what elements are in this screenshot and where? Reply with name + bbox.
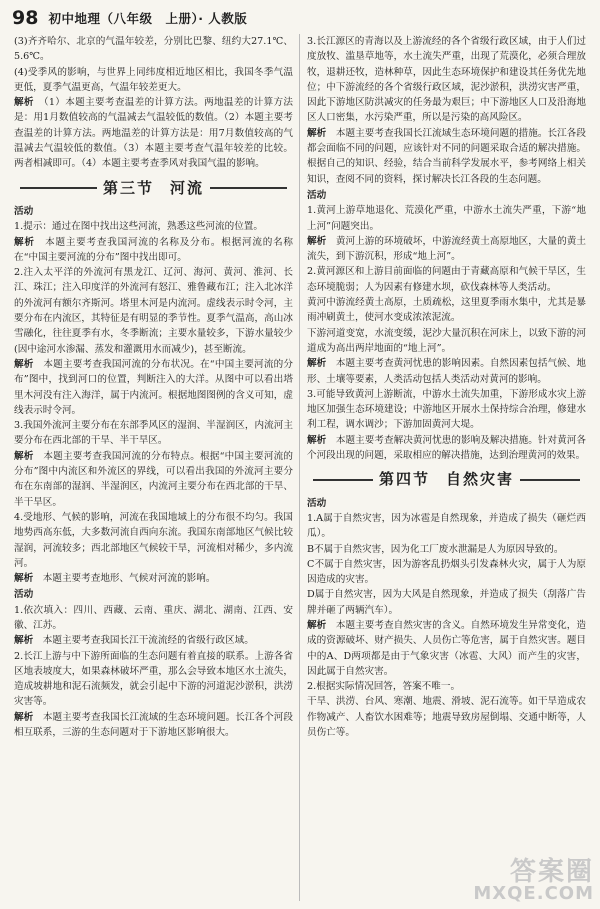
- answer-paragraph: 2.注入太平洋的外流河有黑龙江、辽河、海河、黄河、淮河、长江、珠江；注入印度洋的外流河有怒江、雅鲁藏布江；注入北冰洋的外流河有额尔齐斯河。塔里木河是内流河。虚线表示时令河，主要分布在内流区，其特征是有明显的季节性。夏季气温高，高山冰雪融化，往往夏季有水，冬季断流；主要水量较多，下游水量较少(因中途河水渗漏、蒸发和灌溉用水而减少)，甚至断流。: [14, 267, 293, 355]
- book-title: 初中地理（八年级 上册）· 人教版: [48, 11, 248, 26]
- heading-rule: [20, 187, 97, 189]
- explanation-text: 黄河上游的环境破坏，中游流经黄土高原地区，大量的黄土流失，到下游沉积，形成“地上河”。: [307, 235, 586, 263]
- explanation-text: 本题主要考查自然灾害的含义。自然环境发生异常变化，造成的资源破坏、财产损失、人员伤亡等危害，属于自然灾害。题目中的A、D两项都是由于气象灾害（冰雹、大风）而产生的灾害，因此属于自然灾害。: [307, 619, 586, 677]
- answer-paragraph: 2.黄河源区和上游目前面临的问题由于青藏高原和气候干旱区，生态环境脆弱；人为因素有修建水坝，砍伐森林等人类活动。: [307, 266, 586, 293]
- explanation-text: 本题主要考查我国长江流域生态环境问题的措施。长江各段都会面临不同的问题，应该针对不同的问题采取合适的解决措施。根据自己的知识、经验，结合当前科学发展水平，参考网络上相关知识，查阅不同的资料，探讨解决长江各段的生态问题。: [307, 127, 586, 185]
- explanation-paragraph: [307, 356, 586, 387]
- answer-paragraph: 黄河中游流经黄土高原，土质疏松，这里夏季雨水集中，尤其是暴雨冲刷黄土，使河水变成浓浓泥流。: [307, 297, 586, 324]
- explanation-text: 本题主要考查我国河流的名称及分布。根据河流的名称在“中国主要河流的分布”图中找出即可。: [14, 236, 294, 263]
- explanation-paragraph: [14, 95, 293, 171]
- answer-paragraph: 1.依次填入：四川、西藏、云南、重庆、湖北、湖南、江西、安徽、江苏。: [14, 604, 293, 631]
- answer-paragraph: 1.提示：通过在图中找出这些河流，熟悉这些河流的位置。: [14, 221, 263, 233]
- heading-rule: [313, 479, 373, 481]
- explanation-text: 本题主要考查我国长江流域的生态环境问题。长江各个河段相互联系，三游的生态问题对于下游地区影响很大。: [14, 711, 294, 739]
- answer-paragraph: 干旱、洪涝、台风、寒潮、地震、滑坡、泥石流等。如干旱造成农作物减产、人畜饮水困难等；地震导致房屋倒塌、交通中断等，人员伤亡等。: [307, 696, 586, 739]
- page-number: 98: [12, 7, 39, 29]
- explanation-paragraph: [307, 234, 586, 265]
- answer-paragraph: B不属于自然灾害，因为化工厂废水泄漏是人为原因导致的。: [307, 543, 564, 555]
- answer-paragraph: 3.我国外流河主要分布在东部季风区的湿润、半湿润区，内流河主要分布在西北部的干旱、半干旱区。: [14, 420, 293, 447]
- answer-paragraph: 3.长江源区的青海以及上游流经的各个省级行政区域，由于人们过度放牧、滥垦草地等，水土流失严重，出现了荒漠化，必须合理放牧，退耕还牧，造林种草，因此生态环境保护和建设其任务优先地位；中下游流经的各个省级行政区域，泥沙淤积，洪涝灾害严重，因此下游地区防洪减灾的任务最为艰巨；中下游地区人口及沿海地区人口密集，水污染严重，所以是污染的高风险区。: [307, 36, 586, 124]
- heading-rule: [210, 187, 287, 189]
- explanation-paragraph: [307, 126, 586, 187]
- explanation-label: 解析: [307, 434, 336, 446]
- two-columns: [14, 34, 586, 901]
- explanation-paragraph: [14, 357, 293, 418]
- activity-label: 活动: [14, 205, 34, 217]
- section-number: 第四节: [378, 470, 430, 489]
- left-column: [14, 34, 299, 901]
- watermark-logo: [473, 859, 594, 903]
- answer-paragraph: D属于自然灾害，因为大风是自然现象，并造成了损失（刮落广告牌并砸了两辆汽车）。: [307, 589, 586, 616]
- explanation-text: （1）本题主要考查温差的计算方法。两地温差的计算方法是：用1月数值较高的气温减去气温较低的数值。（2）本题主要考查温差的计算方法。两地温差的计算方法是：用7月数值较高的气温减去气温较低的数值。（3）本题主要考查气温年较差的比较。两者相减即可。（4）本题主要考查季风对我国气温的影响。: [14, 97, 294, 170]
- explanation-paragraph: [14, 235, 293, 266]
- watermark-line1: 答案圈: [509, 857, 594, 887]
- answer-paragraph: (4)受季风的影响，与世界上同纬度相近地区相比，我国冬季气温更低，夏季气温更高，气温年较差更大。: [14, 66, 293, 93]
- explanation-paragraph: [14, 449, 293, 510]
- explanation-text: 本题主要考查我国河流的分布特点。根据“中国主要河流的分布”图中内流区和外流区的界线，可以看出我国的外流河主要分布在东南部的湿润、半湿润区，内流河主要分布在西北部的干旱、半干旱区。: [14, 450, 294, 508]
- answer-paragraph: 3.可能导致黄河上游断流，中游水土流失加重，下游形成水灾上游地区加强生态环境建设；中游地区开展水土保持综合治理，修建水利工程，调水调沙；下游加固黄河大堤。: [307, 388, 586, 431]
- explanation-label: 解析: [14, 358, 44, 370]
- explanation-label: 解析: [307, 619, 336, 631]
- explanation-label: 解析: [14, 711, 43, 723]
- explanation-paragraph: [307, 618, 586, 679]
- heading-rule: [520, 479, 580, 481]
- answer-paragraph: C不属于自然灾害，因为游客乱扔烟头引发森林火灾，属于人为原因造成的灾害。: [307, 558, 586, 586]
- explanation-label: 解析: [307, 358, 336, 370]
- activity-label: 活动: [307, 497, 327, 509]
- section-number: 第三节: [102, 178, 154, 197]
- answer-paragraph: 下游河道变宽，水流变缓，泥沙大量沉积在河床上，以致下游的河道成为高出两岸地面的“地上河”。: [307, 327, 586, 354]
- section-title: 河流: [170, 178, 205, 197]
- explanation-label: 解析: [307, 127, 336, 139]
- activity-label: 活动: [307, 189, 327, 201]
- right-column: [299, 34, 586, 901]
- explanation-text: 本题主要考查我国长江干流流经的省级行政区域。: [42, 635, 254, 647]
- answer-paragraph: 2.根据实际情况回答，答案不唯一。: [307, 681, 461, 693]
- explanation-text: 本题主要考查地形、气候对河流的影响。: [42, 573, 216, 585]
- explanation-paragraph: [307, 433, 586, 464]
- explanation-text: 本题主要考查我国河流的分布状况。在“中国主要河流的分布”图中，找到河口的位置，判断注入的大洋。从图中可以看出塔里木河没有注入海洋，属于内流河。根据地图图例的含义可知，虚线表示时令河。: [14, 358, 294, 416]
- activity-label: 活动: [14, 589, 34, 601]
- page-header: [12, 6, 588, 30]
- answer-paragraph: 4.受地形、气候的影响，河流在我国地域上的分布很不均匀。我国地势西高东低，大多数河流自西向东流。我国东南部地区气候比较湿润，河流较多；西北部地区气候较干旱，河流相对稀少，多内流河。: [14, 511, 293, 569]
- answer-paragraph: (3)齐齐哈尔、北京的气温年较差，分别比巴黎、纽约大27.1℃、5.6℃。: [14, 36, 293, 63]
- answer-paragraph: 1.黄河上游草地退化、荒漠化严重，中游水土流失严重，下游“地上河”问题突出。: [307, 205, 586, 232]
- explanation-label: 解析: [14, 97, 44, 109]
- answer-paragraph: 2.长江上游与中下游所面临的生态问题有着直接的联系。上游各省区地表坡度大，如果森林破坏严重，那么会导致本地区水土流失，造成坡耕地和泥石流频发，就会引起中下游的河道泥沙淤积，洪涝灾害等。: [14, 650, 293, 708]
- section-heading: [307, 472, 586, 487]
- explanation-label: 解析: [307, 235, 336, 247]
- explanation-paragraph: [14, 710, 293, 741]
- answer-paragraph: 1.A属于自然灾害，因为冰雹是自然现象，并造成了损失（砸烂西瓜）。: [307, 512, 586, 540]
- section-heading: [14, 178, 293, 197]
- explanation-label: 解析: [14, 450, 44, 462]
- explanation-label: 解析: [14, 573, 43, 585]
- watermark-line2: MXQE.COM: [473, 883, 594, 904]
- explanation-paragraph: [14, 633, 293, 648]
- explanation-label: 解析: [14, 635, 43, 647]
- explanation-label: 解析: [14, 236, 46, 248]
- explanation-text: 本题主要考查解决黄河忧患的影响及解决措施。针对黄河各个河段出现的问题，采取相应的解决措施，达到治理黄河的效果。: [307, 434, 586, 462]
- section-title: 自然灾害: [446, 470, 515, 489]
- explanation-paragraph: [14, 571, 293, 586]
- explanation-text: 本题主要考查黄河忧患的影响因素。自然因素包括气候、地形、土壤等要素，人类活动包括人类活动对黄河的影响。: [307, 358, 586, 385]
